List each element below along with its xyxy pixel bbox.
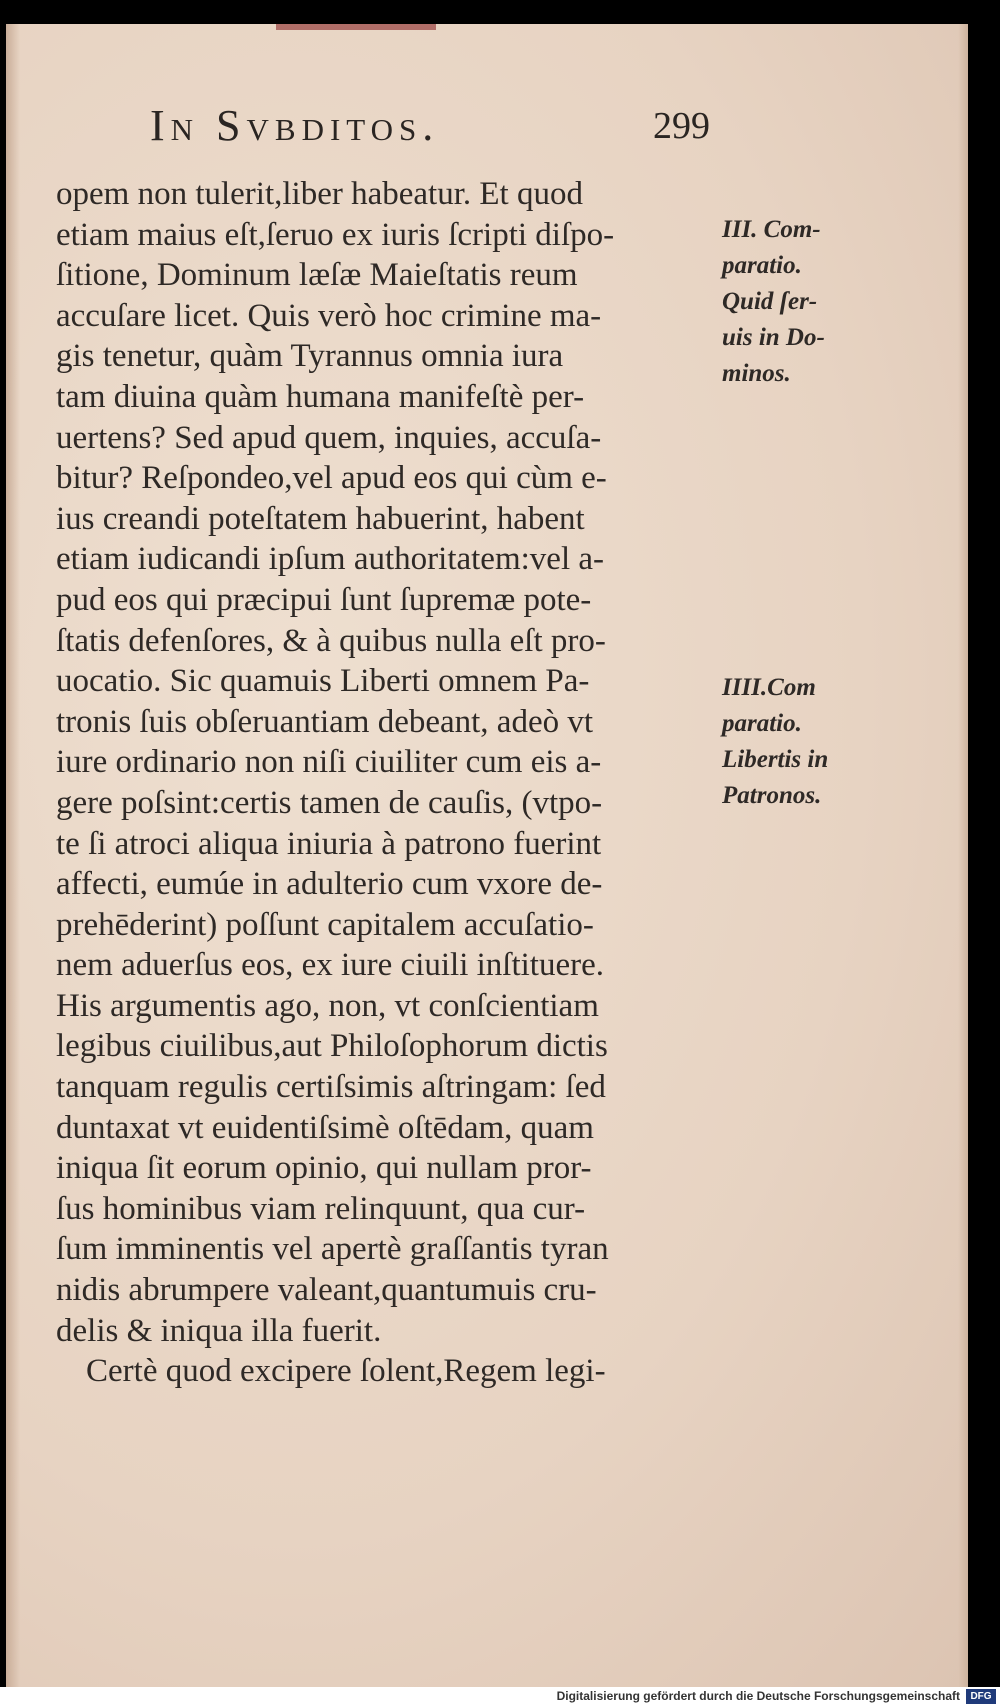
page-edge-shadow-left <box>6 24 20 1688</box>
main-text-block <box>56 174 716 1392</box>
text-line: gere poſsint:certis tamen de cauſis, (vtpo- <box>56 784 603 821</box>
text-line: uocatio. Sic quamuis Liberti omnem Pa- <box>56 663 590 700</box>
margin-note-line: III. Com- <box>722 216 821 243</box>
red-binding-mark <box>276 24 436 30</box>
text-line: gis tenetur, quàm Tyrannus omnia iura <box>56 338 564 375</box>
text-line: ſus hominibus viam relinquunt, qua cur- <box>56 1190 586 1227</box>
running-head <box>150 100 710 160</box>
running-title: In Svbditos. <box>150 101 440 150</box>
margin-note-line: uis in Do- <box>722 324 825 351</box>
text-line: delis & iniqua illa fuerit. <box>56 1312 382 1349</box>
text-line: nem aduerſus eos, ex iure ciuili inſtituere. <box>56 947 604 984</box>
text-line: ſtatis defenſores, & à quibus nulla eſt pro- <box>56 622 606 659</box>
text-line: legibus ciuilibus,aut Philoſophorum dictis <box>56 1028 608 1065</box>
paragraph-start-line: Certè quod excipere ſolent,Regem legi- <box>86 1353 606 1390</box>
margin-note-line: Quid ſer- <box>722 288 818 315</box>
text-line: nidis abrumpere valeant,quantumuis cru- <box>56 1272 597 1309</box>
margin-note-comparatio-iiii <box>722 670 872 814</box>
text-line: iniqua ſit eorum opinio, qui nullam pror- <box>56 1150 592 1187</box>
text-line: affecti, eumúe in adulterio cum vxore de- <box>56 866 603 903</box>
text-line: pud eos qui præcipui ſunt ſupremæ pote- <box>56 581 592 618</box>
text-line: tronis ſuis obſeruantiam debeant, adeò vt <box>56 703 594 740</box>
text-line: ſum imminentis vel apertè graſſantis tyran <box>56 1231 609 1268</box>
margin-note-line: Patronos. <box>722 782 822 809</box>
text-line: ſitione, Dominum læſæ Maieſtatis reum <box>56 257 578 294</box>
margin-note-line: IIII.Com <box>722 674 816 701</box>
text-line: iure ordinario non niſi ciuiliter cum eis a- <box>56 744 602 781</box>
footer-bar <box>0 1687 1000 1707</box>
text-line: etiam iudicandi ipſum authoritatem:vel a- <box>56 541 604 578</box>
margin-note-line: paratio. <box>722 710 802 737</box>
margin-note-line: minos. <box>722 360 791 387</box>
text-line: duntaxat vt euidentiſsimè oſtēdam, quam <box>56 1109 594 1146</box>
text-line: etiam maius eſt,ſeruo ex iuris ſcripti diſpo- <box>56 216 615 253</box>
text-line: uertens? Sed apud quem, inquies, accuſa- <box>56 419 602 456</box>
dfg-logo-icon: DFG <box>966 1689 996 1704</box>
text-line: His argumentis ago, non, vt conſcientiam <box>56 987 599 1024</box>
text-line: tanquam regulis certiſsimis aſtringam: ſed <box>56 1069 606 1106</box>
page-number: 299 <box>653 105 710 147</box>
text-line: accuſare licet. Quis verò hoc crimine ma- <box>56 297 602 334</box>
text-line: ius creandi poteſtatem habuerint, habent <box>56 500 585 537</box>
margin-note-comparatio-iii <box>722 212 872 392</box>
footer-credit: Digitalisierung gefördert durch die Deutsche Forschungsgemeinschaft <box>556 1689 960 1703</box>
page-edge-shadow-right <box>958 24 968 1688</box>
text-line: bitur? Reſpondeo,vel apud eos qui cùm e- <box>56 460 607 497</box>
text-line: opem non tulerit,liber habeatur. Et quod <box>56 176 583 212</box>
text-line: tam diuina quàm humana manifeſtè per- <box>56 378 585 415</box>
text-line: te ſi atroci aliqua iniuria à patrono fuerint <box>56 825 602 862</box>
text-line: prehēderint) poſſunt capitalem accuſatio- <box>56 906 594 943</box>
margin-note-line: Libertis in <box>722 746 829 773</box>
margin-note-line: paratio. <box>722 252 802 279</box>
